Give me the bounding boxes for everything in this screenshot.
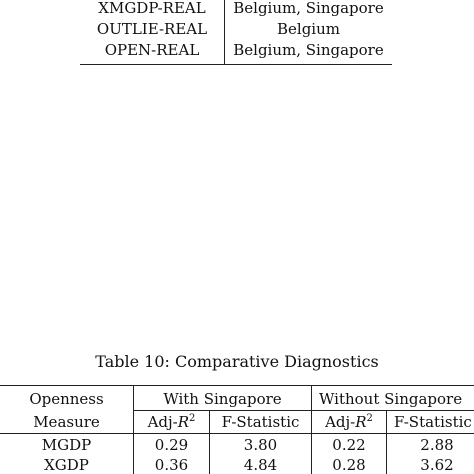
header-bottom-rule [0,433,474,434]
table-caption: Table 10: Comparative Diagnostics [95,352,379,371]
top-row-countries: Belgium [277,20,340,38]
cell-with-adj-r2: 0.36 [154,456,189,474]
cell-with-f-statistic: 3.80 [243,436,278,454]
top-row-variable: OPEN-REAL [104,41,200,59]
group-header-rule [133,410,474,411]
top-row-countries: Belgium, Singapore [233,41,384,59]
header-with-singapore: With Singapore [163,390,282,408]
table-column-rule [224,0,225,64]
top-row-variable: OUTLIE-REAL [96,20,208,38]
cell-without-f-statistic: 2.88 [420,436,454,454]
header-adj-r2: Adj-$R^2$ [147,413,196,431]
row-measure: MGDP [41,436,92,454]
top-row-variable: XMGDP-REAL [98,0,206,17]
row-measure: XGDP [44,456,89,474]
table-bottom-rule [80,64,392,65]
header-openness: Openness [29,390,104,408]
header-f-statistic: F-Statistic [394,413,472,431]
header-without-singapore: Without Singapore [319,390,463,408]
cell-with-adj-r2: 0.29 [154,436,189,454]
cell-without-adj-r2: 0.22 [332,436,366,454]
header-measure: Measure [33,413,100,431]
cell-with-f-statistic: 4.84 [243,456,278,474]
header-adj-r2: Adj-$R^2$ [325,413,373,431]
header-f-statistic: F-Statistic [221,413,300,431]
cell-without-adj-r2: 0.28 [332,456,366,474]
top-row-countries: Belgium, Singapore [233,0,384,17]
table-top-rule [0,385,474,386]
cell-without-f-statistic: 3.62 [420,456,454,474]
